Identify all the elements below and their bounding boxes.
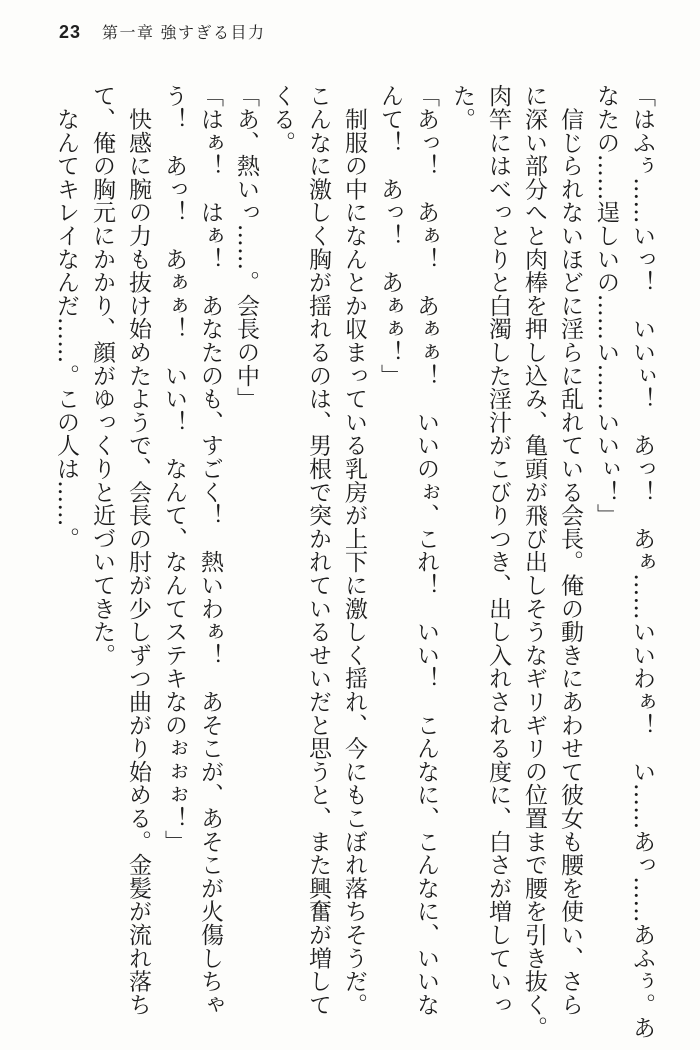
text-line: う！ あっ！ あぁぁ！ いい！ なんて、なんてステキなのぉぉぉ！」 [161,84,187,853]
text-line: 「あ、熱いっ……。会長の中」 [233,84,259,411]
page-header [59,20,265,43]
text-line: 制服の中になんとか収まっている乳房が上下に激しく揺れ、今にもこぼれ落ちそうだ。 [341,84,367,1016]
text-line: に深い部分へと肉棒を押し込み、亀頭が飛び出しそうなギリギリの位置まで腰を引き抜く。 [521,84,547,1040]
text-line: こんなに激しく胸が揺れるのは、男根で突かれているせいだと思うと、また興奮が増して [305,84,331,1016]
body-text [48,84,660,1038]
text-line: 快感に腕の力も抜け始めたようで、会長の肘が少しずつ曲がり始める。金髪が流れ落ち [125,84,151,1016]
text-line: なたの……逞しいの……い……いいぃ！」 [593,84,619,527]
text-line: た。 [449,84,475,131]
text-line: 信じられないほどに淫らに乱れている会長。俺の動きにあわせて彼女も腰を使い、さら [557,84,583,1016]
text-line: 「はふぅ……いっ！ いいぃ！ あっ！ あぁ……いいわぁ！ い……あっ……あふぅ。あ [629,84,655,1040]
text-line: んて！ あっ！ あぁぁ！」 [377,84,403,387]
text-line: くる。 [269,84,295,154]
text-line: 「はぁ！ はぁ！ あなたのも、すごく！ 熱いわぁ！ あそこが、あそこが火傷しちゃ [197,84,223,1016]
chapter-title: 第一章 強すぎる目力 [102,25,266,42]
page-number: 23 [59,22,82,42]
text-line: 「あっ！ あぁ！ あぁぁ！ いいのぉ、これ！ いい！ こんなに、こんなに、いいな [413,84,439,1016]
text-line: て、俺の胸元にかかり、顔がゆっくりと近づいてきた。 [89,84,115,667]
text-line: なんてキレイなんだ……。この人は……。 [53,84,79,550]
text-line: 肉竿にはべっとりと白濁した淫汁がこびりつき、出し入れされる度に、白さが増していっ [485,84,511,1016]
